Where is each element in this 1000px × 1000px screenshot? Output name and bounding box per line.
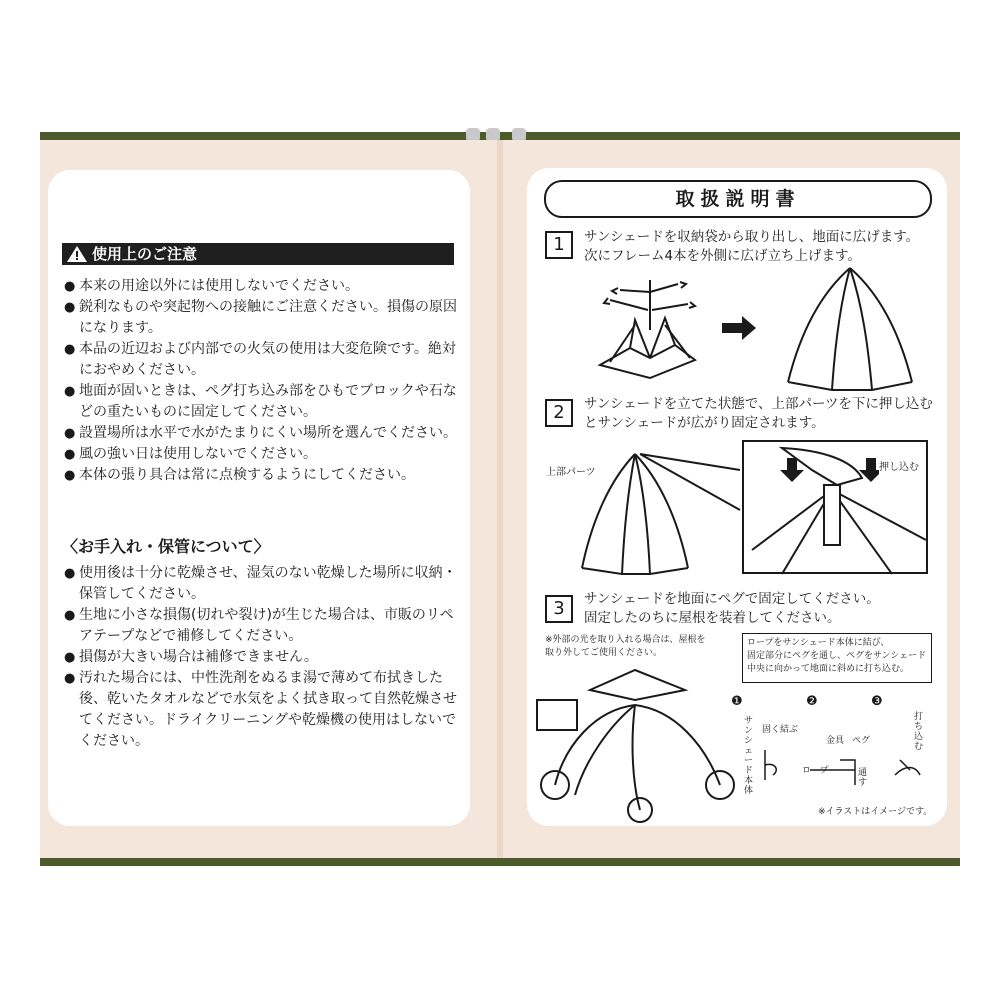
- note-line: 中央に向かって地面に斜めに打ち込む。: [747, 664, 910, 674]
- label-peg: ペグ: [852, 736, 871, 746]
- raised-frame-illustration: [780, 264, 920, 394]
- note-line: 固定部分にペグを通し、ペグをサンシェード: [747, 651, 927, 661]
- warning-icon: [66, 245, 88, 263]
- care-list: [64, 563, 464, 752]
- caution-title: 使用上のご注意: [92, 245, 198, 263]
- label-push: 押し込む: [879, 462, 919, 473]
- caution-list: [64, 276, 464, 486]
- step-text: [584, 395, 944, 433]
- list-item: ● 本来の用途以外には使用しないでください。: [64, 276, 464, 297]
- substep-number: ❷: [806, 694, 818, 709]
- rope-note-box: [742, 633, 932, 683]
- top-binding-band: [40, 132, 960, 140]
- note-line: 取り外してご使用ください。: [545, 648, 663, 658]
- booklet-spine: [497, 140, 503, 858]
- step-text: [584, 590, 944, 628]
- note-line: ロープをサンシェード本体に結び、: [747, 638, 890, 648]
- list-item: ● 地面が固いときは、ペグ打ち込み部をひもでブロックや石などの重たいものに固定してください。: [64, 381, 464, 423]
- list-item: ● 損傷が大きい場合は補修できません。: [64, 647, 464, 668]
- list-item: ● 汚れた場合には、中性洗剤をぬるま湯で薄めて布拭きした後、乾いたタオルなどで水気をよく拭き取って自然乾燥させてください。ドライクリーニングや乾燥機の使用はしないでください。: [64, 668, 464, 752]
- light-note: [545, 634, 706, 660]
- label-metal: 金具: [826, 736, 845, 746]
- label-tie: 固く結ぶ: [762, 725, 799, 735]
- label-top-part: 上部パーツ: [546, 467, 596, 478]
- list-item: ● 生地に小さな損傷(切れや裂け)が生じた場合は、市販のリペアテープなどで補修してください。: [64, 605, 464, 647]
- bottom-binding-band: [40, 858, 960, 866]
- substep-number: ❶: [731, 694, 743, 709]
- care-title: 〈お手入れ・保管について〉: [62, 537, 270, 556]
- caution-header: [62, 243, 454, 265]
- list-item: ● 鋭利なものや突起物への接触にご注意ください。損傷の原因になります。: [64, 297, 464, 339]
- image-note: ※イラストはイメージです。: [818, 807, 933, 817]
- push-frame-illustration: [570, 450, 740, 580]
- list-item: ● 本体の張り具合は常に点検するようにしてください。: [64, 465, 464, 486]
- label-hammer: 打ち込む: [914, 712, 924, 752]
- label-body: サンシェード本体: [744, 716, 754, 796]
- manual-title: 取扱説明書: [544, 180, 932, 218]
- note-line: ※外部の光を取り入れる場合は、屋根を: [545, 635, 706, 645]
- step-line: 固定したのちに屋根を装着してください。: [584, 610, 841, 626]
- list-item: ● 設置場所は水平で水がたまりにくい場所を選んでください。: [64, 423, 464, 444]
- step-line: サンシェードを収納袋から取り出し、地面に広げます。: [584, 229, 920, 245]
- step-text: [584, 228, 944, 266]
- folded-frame-illustration: [590, 270, 710, 380]
- step-number: 2: [545, 399, 573, 427]
- step-number: 3: [545, 595, 573, 623]
- tent-with-roof-illustration: [535, 665, 745, 823]
- step-number: 1: [545, 231, 573, 259]
- step-line: サンシェードを地面にペグで固定してください。: [584, 591, 880, 607]
- step-line: とサンシェードが広がり固定されます。: [584, 415, 825, 431]
- label-rope: ロープ: [802, 766, 829, 776]
- label-pass: 通す: [858, 768, 868, 788]
- list-item: ● 本品の近辺および内部での火気の使用は大変危険です。絶対におやめください。: [64, 339, 464, 381]
- step-line: 次にフレーム4本を外側に広げ立ち上げます。: [584, 248, 861, 264]
- arrow-right-icon: [722, 316, 756, 340]
- rope-peg-diagram: [755, 740, 935, 800]
- list-item: ● 風の強い日は使用しないでください。: [64, 444, 464, 465]
- step-line: サンシェードを立てた状態で、上部パーツを下に押し込む: [584, 396, 933, 412]
- substep-number: ❸: [871, 694, 883, 709]
- list-item: ● 使用後は十分に乾燥させ、湿気のない乾燥した場所に収納・保管してください。: [64, 563, 464, 605]
